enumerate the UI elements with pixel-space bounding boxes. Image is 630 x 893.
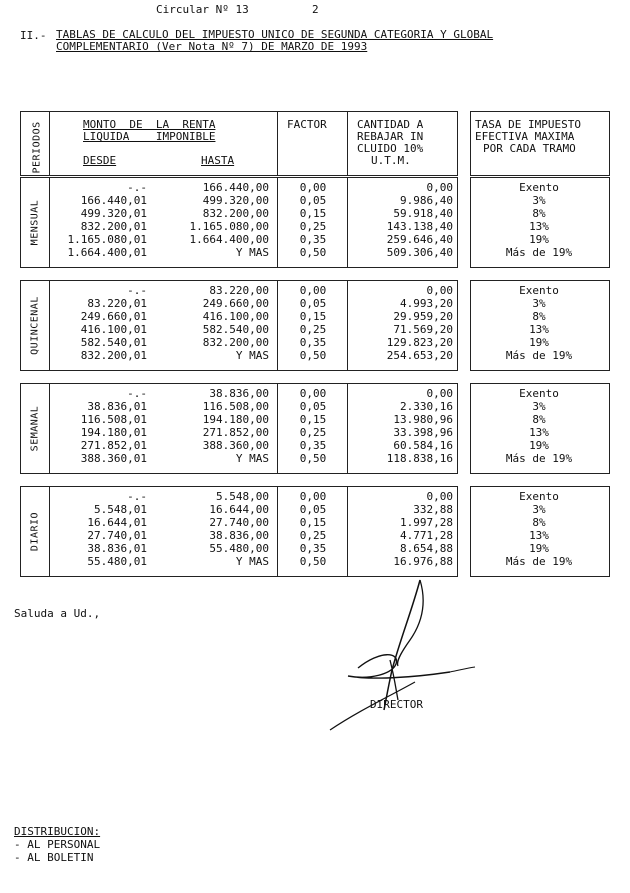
period-table (20, 486, 458, 577)
factor-value: 0,15 (299, 310, 327, 323)
period-label: QUINCENAL (29, 295, 41, 355)
hasta-value: Y MAS (235, 246, 269, 259)
desde-value: 832.200,01 (80, 220, 147, 233)
hasta-value: 1.165.080,00 (189, 220, 269, 233)
cantidad-label-4: U.T.M. (371, 154, 411, 167)
desde-value: 5.548,01 (94, 503, 147, 516)
circular-number: Circular Nº 13 (156, 3, 249, 16)
factor-value: 0,05 (299, 400, 327, 413)
factor-value: 0,00 (299, 284, 327, 297)
desde-value: 38.836,01 (87, 400, 147, 413)
factor-value: 0,05 (299, 503, 327, 516)
hasta-value: 55.480,00 (209, 542, 269, 555)
cantidad-value: 0,00 (426, 387, 453, 400)
tasa-value: 3% (532, 194, 546, 207)
tasa-value: 13% (529, 529, 549, 542)
cantidad-value: 29.959,20 (393, 310, 453, 323)
hasta-value: Y MAS (235, 555, 269, 568)
cantidad-value: 332,88 (413, 503, 453, 516)
cantidad-label-2: REBAJAR IN (357, 130, 424, 143)
cantidad-value: 71.569,20 (393, 323, 453, 336)
tasa-value: Más de 19% (505, 452, 573, 465)
factor-value: 0,50 (299, 555, 327, 568)
cantidad-value: 4.771,28 (400, 529, 453, 542)
hasta-value: 388.360,00 (202, 439, 269, 452)
desde-value: -.- (127, 181, 147, 194)
hasta-value: 832.200,00 (202, 207, 269, 220)
tasa-table (470, 486, 610, 577)
tasa-value: 19% (529, 439, 549, 452)
factor-value: 0,25 (299, 426, 327, 439)
hasta-label: HASTA (201, 154, 235, 167)
factor-value: 0,50 (299, 349, 327, 362)
desde-value: 249.660,01 (80, 310, 147, 323)
tasa-value: 13% (529, 323, 549, 336)
desde-value: 166.440,01 (80, 194, 147, 207)
period-table (20, 383, 458, 474)
cantidad-value: 8.654,88 (400, 542, 453, 555)
tasa-value: 19% (529, 542, 549, 555)
cantidad-value: 509.306,40 (386, 246, 453, 259)
desde-value: -.- (127, 284, 147, 297)
tasa-value: Exento (519, 284, 559, 297)
tasa-label-2: EFECTIVA MAXIMA (475, 130, 575, 143)
tasa-value: Exento (519, 490, 559, 503)
hasta-value: 271.852,00 (202, 426, 269, 439)
desde-value: 116.508,01 (80, 413, 147, 426)
tasa-value: 3% (532, 297, 546, 310)
cantidad-value: 1.997,28 (400, 516, 453, 529)
factor-label: FACTOR (287, 118, 327, 131)
cantidad-value: 129.823,20 (386, 336, 453, 349)
desde-value: 55.480,01 (87, 555, 147, 568)
tasa-value: Más de 19% (505, 349, 573, 362)
cantidad-label-3: CLUIDO 10% (357, 142, 424, 155)
cantidad-value: 0,00 (426, 284, 453, 297)
cantidad-value: 0,00 (426, 490, 453, 503)
factor-value: 0,05 (299, 194, 327, 207)
factor-value: 0,15 (299, 207, 327, 220)
cantidad-value: 0,00 (426, 181, 453, 194)
desde-value: 194.180,01 (80, 426, 147, 439)
tasa-label-1: TASA DE IMPUESTO (475, 118, 581, 131)
cantidad-value: 4.993,20 (400, 297, 453, 310)
desde-value: 271.852,01 (80, 439, 147, 452)
desde-value: 16.644,01 (87, 516, 147, 529)
hasta-value: 416.100,00 (202, 310, 269, 323)
tasa-table (470, 280, 610, 371)
hasta-value: 499.320,00 (202, 194, 269, 207)
hasta-value: 249.660,00 (202, 297, 269, 310)
cantidad-value: 254.653,20 (386, 349, 453, 362)
tasa-value: 13% (529, 426, 549, 439)
cantidad-value: 60.584,16 (393, 439, 453, 452)
desde-value: 38.836,01 (87, 542, 147, 555)
tasa-table (470, 177, 610, 268)
hasta-value: 27.740,00 (209, 516, 269, 529)
hasta-value: 16.644,00 (209, 503, 269, 516)
period-table (20, 177, 458, 268)
period-label: MENSUAL (29, 199, 41, 245)
title-line-2: COMPLEMENTARIO (Ver Nota Nº 7) DE MARZO DE 1993 (56, 40, 368, 53)
director-label: DIRECTOR (370, 698, 423, 711)
factor-value: 0,00 (299, 387, 327, 400)
cantidad-value: 118.838,16 (386, 452, 453, 465)
tasa-value: Exento (519, 387, 559, 400)
section-number: II.- (20, 29, 47, 42)
factor-value: 0,25 (299, 529, 327, 542)
hasta-value: 116.508,00 (202, 400, 269, 413)
tasa-value: 19% (529, 233, 549, 246)
distribution-item: - AL BOLETIN (14, 851, 94, 864)
tasa-header (470, 111, 610, 176)
cantidad-label-1: CANTIDAD A (357, 118, 424, 131)
hasta-value: 1.664.400,00 (189, 233, 269, 246)
monto-label-1: MONTO DE LA RENTA (83, 118, 216, 131)
factor-value: 0,15 (299, 516, 327, 529)
distribution-item: - AL PERSONAL (14, 838, 101, 851)
cantidad-value: 16.976,88 (393, 555, 453, 568)
title-line-1: TABLAS DE CALCULO DEL IMPUESTO UNICO DE SEGUNDA CATEGORIA Y GLOBAL (56, 28, 494, 41)
signature (300, 570, 500, 740)
tasa-value: 8% (532, 516, 546, 529)
tasa-value: 8% (532, 413, 546, 426)
hasta-value: 83.220,00 (209, 284, 269, 297)
factor-value: 0,25 (299, 220, 327, 233)
saluda-text: Saluda a Ud., (14, 607, 101, 620)
desde-value: 388.360,01 (80, 452, 147, 465)
tasa-table (470, 383, 610, 474)
hasta-value: 582.540,00 (202, 323, 269, 336)
tasa-value: 8% (532, 310, 546, 323)
monto-label-2: LIQUIDA IMPONIBLE (83, 130, 216, 143)
desde-label: DESDE (83, 154, 117, 167)
hasta-value: Y MAS (235, 452, 269, 465)
factor-value: 0,00 (299, 181, 327, 194)
desde-value: 1.165.080,01 (67, 233, 147, 246)
cantidad-value: 59.918,40 (393, 207, 453, 220)
hasta-value: 38.836,00 (209, 387, 269, 400)
factor-value: 0,35 (299, 439, 327, 452)
periodos-label: PERIODOS (31, 121, 43, 174)
desde-value: 416.100,01 (80, 323, 147, 336)
hasta-value: 832.200,00 (202, 336, 269, 349)
tasa-value: 3% (532, 503, 546, 516)
cantidad-value: 13.980,96 (393, 413, 453, 426)
tasa-label-3: POR CADA TRAMO (483, 142, 576, 155)
cantidad-value: 143.138,40 (386, 220, 453, 233)
factor-value: 0,35 (299, 233, 327, 246)
desde-value: 832.200,01 (80, 349, 147, 362)
page-number: 2 (312, 3, 319, 16)
tasa-value: 3% (532, 400, 546, 413)
desde-value: 83.220,01 (87, 297, 147, 310)
period-label: SEMANAL (29, 405, 41, 451)
factor-value: 0,50 (299, 452, 327, 465)
tasa-value: Exento (519, 181, 559, 194)
cantidad-value: 2.330,16 (400, 400, 453, 413)
factor-value: 0,50 (299, 246, 327, 259)
desde-value: 1.664.400,01 (67, 246, 147, 259)
factor-value: 0,25 (299, 323, 327, 336)
hasta-value: Y MAS (235, 349, 269, 362)
hasta-value: 38.836,00 (209, 529, 269, 542)
tasa-value: 13% (529, 220, 549, 233)
cantidad-value: 259.646,40 (386, 233, 453, 246)
desde-value: 499.320,01 (80, 207, 147, 220)
cantidad-value: 9.986,40 (400, 194, 453, 207)
factor-value: 0,15 (299, 413, 327, 426)
hasta-value: 166.440,00 (202, 181, 269, 194)
tasa-value: 19% (529, 336, 549, 349)
desde-value: 582.540,01 (80, 336, 147, 349)
period-table (20, 280, 458, 371)
desde-value: 27.740,01 (87, 529, 147, 542)
period-label: DIARIO (29, 511, 41, 551)
hasta-value: 5.548,00 (216, 490, 269, 503)
header-table (20, 111, 458, 176)
factor-value: 0,00 (299, 490, 327, 503)
desde-value: -.- (127, 387, 147, 400)
desde-value: -.- (127, 490, 147, 503)
tasa-value: Más de 19% (505, 555, 573, 568)
distribucion-label: DISTRIBUCION: (14, 825, 101, 838)
hasta-value: 194.180,00 (202, 413, 269, 426)
factor-value: 0,35 (299, 336, 327, 349)
factor-value: 0,05 (299, 297, 327, 310)
tasa-value: 8% (532, 207, 546, 220)
cantidad-value: 33.398,96 (393, 426, 453, 439)
tasa-value: Más de 19% (505, 246, 573, 259)
factor-value: 0,35 (299, 542, 327, 555)
